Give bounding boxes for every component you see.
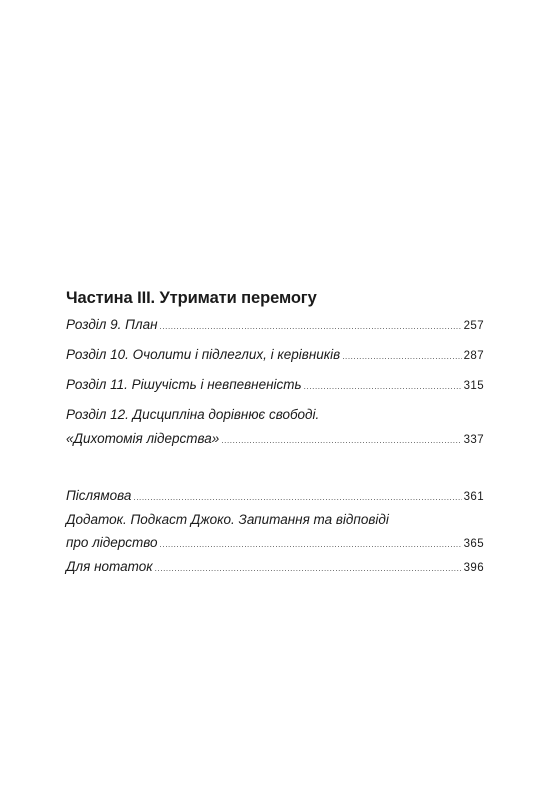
toc-line: [66, 533, 484, 555]
toc-line: [66, 375, 484, 397]
dot-leader: [155, 559, 462, 579]
toc-line: [66, 486, 484, 508]
toc-line: [66, 345, 484, 367]
entry-label: Для нотаток: [66, 559, 153, 574]
dot-leader: [160, 317, 462, 337]
entry-label: «Дихотомія лідерства»: [66, 431, 220, 446]
toc-line: [66, 429, 484, 451]
toc-entry-notes[interactable]: [66, 557, 484, 579]
entry-label: Розділ 11. Рішучість і невпевненість: [66, 377, 302, 392]
entry-label-first-line: Додаток. Подкаст Джоко. Запитання та відповіді: [66, 512, 389, 527]
toc-entry-chapter-11[interactable]: [66, 375, 484, 397]
table-of-contents: [66, 287, 484, 579]
dot-leader: [221, 431, 461, 451]
toc-entry-chapter-12[interactable]: [66, 405, 484, 451]
page-number: 337: [463, 434, 484, 446]
entry-label: Розділ 9. План: [66, 317, 158, 332]
page-number: 257: [463, 320, 484, 332]
entry-label-first-line: Розділ 12. Дисципліна дорівнює свободі.: [66, 407, 320, 422]
toc-entry-afterword[interactable]: [66, 486, 484, 508]
toc-entry-appendix[interactable]: [66, 510, 484, 555]
dot-leader: [133, 488, 461, 508]
entry-label: про лідерство: [66, 535, 158, 550]
toc-line: [66, 315, 484, 337]
page-number: 396: [463, 562, 484, 574]
entry-label: Післямова: [66, 488, 132, 503]
toc-entry-chapter-9[interactable]: [66, 315, 484, 337]
page-number: 287: [463, 350, 484, 362]
toc-line: [66, 557, 484, 579]
part-title: Частина III. Утримати перемогу: [66, 289, 317, 307]
entry-label: Розділ 10. Очолити і підлеглих, і керівників: [66, 347, 341, 362]
page-number: 361: [463, 491, 484, 503]
dot-leader: [342, 347, 461, 367]
toc-entry-chapter-10[interactable]: [66, 345, 484, 367]
page-number: 315: [463, 380, 484, 392]
page-number: 365: [463, 538, 484, 550]
dot-leader: [304, 377, 462, 397]
dot-leader: [160, 535, 462, 555]
